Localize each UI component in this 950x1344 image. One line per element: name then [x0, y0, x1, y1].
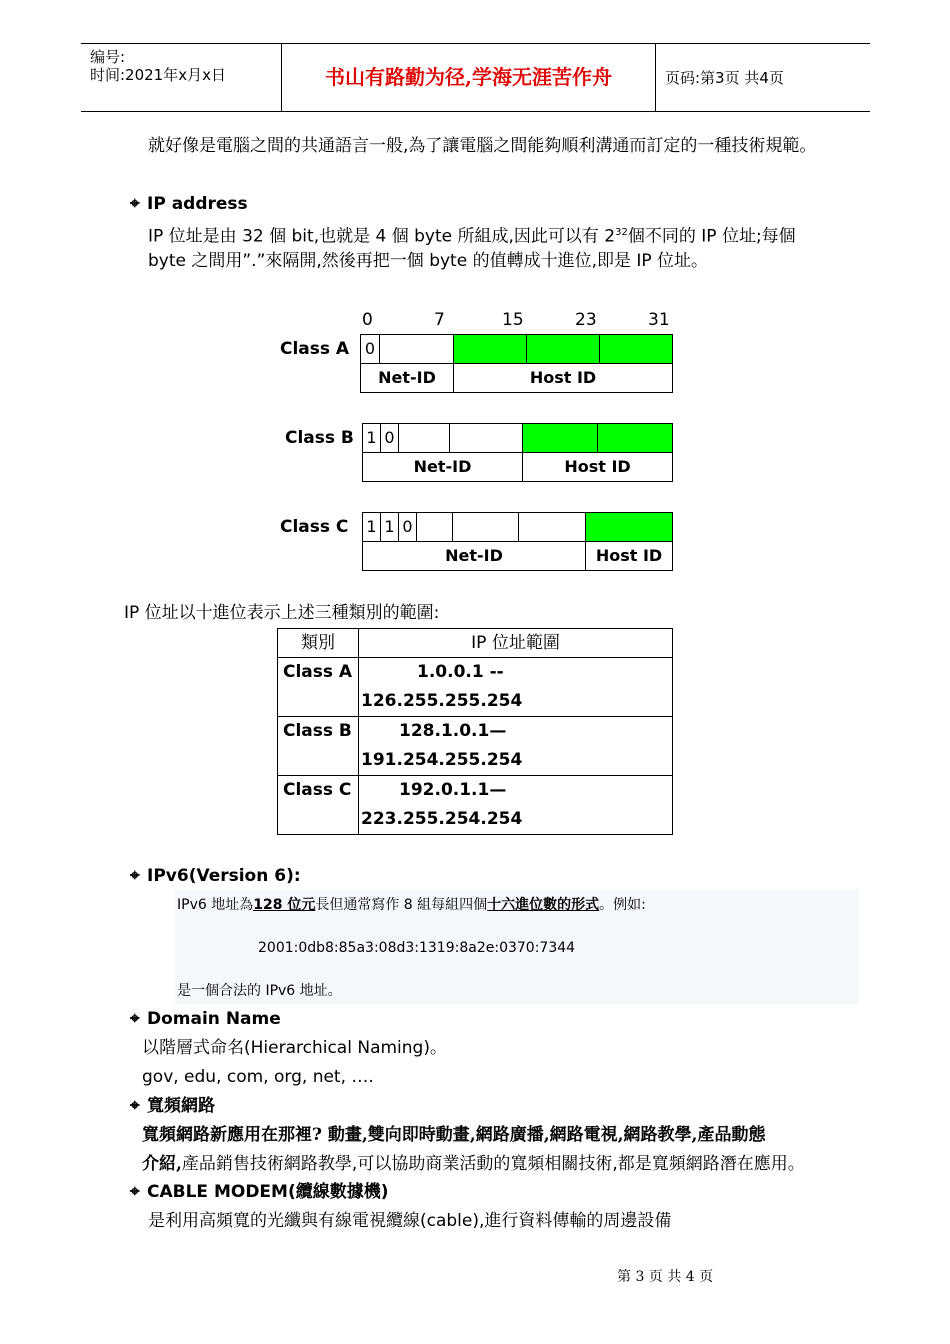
header-page-cell [656, 44, 870, 111]
class-c-host-octet [585, 512, 673, 542]
broadband-line2-rest: 產品銷售技術網路教學,可以協助商業活動的寬頻相關技術,都是寬頻網路潛在應用。 [181, 1154, 805, 1174]
ipv6-p1-c: 長但通常寫作 8 組每組四個 [315, 897, 488, 913]
bullet-icon: ⌖ [130, 1182, 140, 1202]
ip-line1-b: 個不同的 IP 位址;每個 [627, 226, 796, 247]
bit-position: 15 [502, 310, 524, 330]
page-header [81, 43, 870, 112]
table-cell [359, 717, 673, 776]
class-c-net-octet [452, 512, 519, 542]
bullet-icon: ⌖ [130, 1096, 140, 1116]
domain-line1: 以階層式命名(Hierarchical Naming)。 [142, 1038, 447, 1058]
class-c-bit: 1 [362, 512, 381, 542]
table-cell [278, 658, 359, 717]
ipv6-p1-a: IPv6 地址為 [177, 897, 254, 913]
page-label: 页码:第3页 共4页 [665, 69, 784, 87]
range-line2: 223.255.254.254 [361, 809, 523, 829]
ipv6-hex-form: 十六進位數的形式 [487, 897, 600, 913]
motto: 书山有路勤为径,学海无涯苦作舟 [325, 65, 612, 89]
range-line2: 191.254.255.254 [361, 750, 523, 770]
broadband-heading [130, 1092, 215, 1121]
table-cell [359, 658, 673, 717]
class-b-bit: 1 [362, 423, 381, 453]
class-c-bit: 0 [398, 512, 417, 542]
class-c-host-id: Host ID [585, 541, 673, 571]
ipv6-paragraph [177, 895, 646, 915]
ip-range-table [277, 628, 673, 835]
ipv6-128-bits: 128 位元 [253, 897, 316, 913]
broadband-title: 寬頻網路 [147, 1096, 215, 1116]
range-line1: 128.1.0.1— [399, 721, 507, 741]
bit-position: 31 [648, 310, 670, 330]
table-row [278, 658, 673, 717]
ip-line1-sup: 32 [615, 227, 628, 238]
ipv6-block [175, 890, 859, 1004]
class-b-net-id: Net-ID [362, 452, 523, 482]
range-line1: 1.0.0.1 -- [417, 662, 504, 682]
range-line1: 192.0.1.1— [399, 780, 507, 800]
bit-position: 7 [434, 310, 445, 330]
broadband-line2-bold: 介紹, [142, 1154, 182, 1174]
table-header-cell: IP 位址範圍 [359, 629, 673, 658]
ipv6-valid-note: 是一個合法的 IPv6 地址。 [177, 983, 342, 999]
domain-title: Domain Name [147, 1009, 281, 1029]
class-a-host-octet [526, 334, 600, 364]
class-a-net-octet [379, 334, 454, 364]
table-cell [278, 776, 359, 835]
range-caption: IP 位址以十進位表示上述三種類別的範圍: [124, 603, 440, 623]
class-a-host-id: Host ID [453, 363, 673, 393]
header-motto-cell [281, 44, 656, 111]
class-b-host-id: Host ID [522, 452, 673, 482]
table-header-row [278, 629, 673, 658]
class-a-bit: 0 [360, 334, 380, 364]
ipv6-p1-e: 。例如: [599, 897, 646, 913]
class-c-label: Class C [280, 517, 349, 537]
ipv6-example: 2001:0db8:85a3:08d3:1319:8a2e:0370:7344 [258, 940, 576, 956]
cable-title: CABLE MODEM(纜線數據機) [147, 1182, 389, 1202]
time-label: 时间:2021年x月x日 [90, 66, 226, 84]
ip-address-title: IP address [147, 194, 248, 214]
table-row [278, 776, 673, 835]
class-b-label: Class B [285, 428, 354, 448]
range-line2: 126.255.255.254 [361, 691, 523, 711]
ip-line1-a: IP 位址是由 32 個 bit,也就是 4 個 byte 所組成,因此可以有 2 [148, 226, 616, 247]
class-a-host-octet [599, 334, 673, 364]
class-cell: Class B [283, 721, 352, 741]
class-a-host-octet [453, 334, 527, 364]
cable-line1: 是利用高頻寬的光纖與有線電視纜線(cable),進行資料傳輸的周邊設備 [148, 1211, 672, 1231]
class-c-bit: 1 [380, 512, 399, 542]
broadband-line2 [142, 1150, 805, 1179]
class-cell: Class C [283, 780, 352, 800]
ip-address-heading [130, 190, 248, 219]
cable-heading [130, 1178, 389, 1207]
ipv6-title: IPv6(Version 6): [147, 866, 301, 886]
class-c-net-octet [416, 512, 453, 542]
class-b-bit: 0 [380, 423, 399, 453]
bit-position: 23 [575, 310, 597, 330]
header-meta [81, 44, 281, 111]
class-a-label: Class A [280, 339, 350, 359]
class-a-net-id: Net-ID [360, 363, 454, 393]
page-footer: 第 3 页 共 4 页 [617, 1269, 714, 1285]
table-row [278, 717, 673, 776]
ip-address-line2: byte 之間用”.”來隔開,然後再把一個 byte 的值轉成十進位,即是 IP 位址。 [148, 251, 709, 271]
bullet-icon: ⌖ [130, 1009, 140, 1029]
class-b-host-octet [522, 423, 598, 453]
class-c-net-octet [518, 512, 586, 542]
number-label: 编号: [90, 48, 126, 66]
bullet-icon: ⌖ [130, 866, 140, 886]
broadband-line1: 寬頻網路新應用在那裡? 動畫,雙向即時動畫,網路廣播,網路電視,網路教學,產品動態 [142, 1125, 766, 1145]
bullet-icon: ⌖ [130, 194, 140, 214]
intro-line: 就好像是電腦之間的共通語言一般,為了讓電腦之間能夠順利溝通而訂定的一種技術規範。 [148, 136, 817, 156]
table-cell [359, 776, 673, 835]
ipv6-heading [130, 862, 301, 891]
domain-line2: gov, edu, com, org, net, …. [142, 1067, 374, 1087]
class-b-host-octet [597, 423, 673, 453]
class-b-net-octet [449, 423, 523, 453]
domain-heading [130, 1005, 281, 1034]
class-c-net-id: Net-ID [362, 541, 586, 571]
class-b-net-octet [398, 423, 450, 453]
table-header-cell: 類別 [278, 629, 359, 658]
class-cell: Class A [283, 662, 353, 682]
table-cell [278, 717, 359, 776]
bit-position: 0 [362, 310, 373, 330]
